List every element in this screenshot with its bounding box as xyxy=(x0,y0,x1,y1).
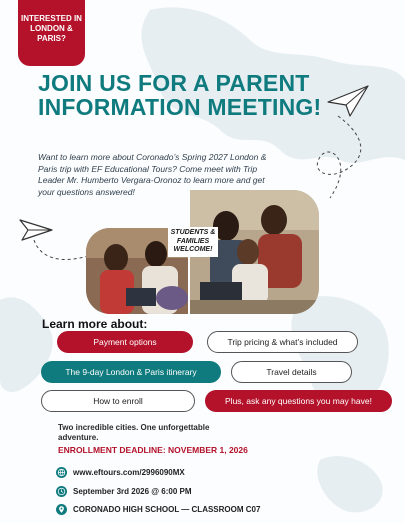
website-row xyxy=(56,466,185,479)
learn-more-heading: Learn more about: xyxy=(42,317,148,331)
website-link[interactable]: www.eftours.com/2996090MX xyxy=(73,468,185,477)
globe-icon xyxy=(56,467,67,478)
pill-ask-questions: Plus, ask any questions you may have! xyxy=(205,390,392,412)
clock-icon xyxy=(56,486,67,497)
flight-path-dashes xyxy=(300,112,380,202)
interest-tag xyxy=(18,0,85,66)
location-pin-icon xyxy=(56,504,67,515)
meeting-datetime: September 3rd 2026 @ 6:00 PM xyxy=(73,487,192,496)
pill-itinerary: The 9-day London & Paris itinerary xyxy=(41,361,221,383)
pill-travel-details: Travel details xyxy=(231,361,352,383)
datetime-row xyxy=(56,485,192,498)
slogan: Two incredible cities. One unforgettable adventure. xyxy=(58,423,210,442)
pill-trip-pricing: Trip pricing & what’s included xyxy=(207,331,358,353)
meeting-location: CORONADO HIGH SCHOOL — CLASSROOM C07 xyxy=(73,505,261,514)
enrollment-deadline: ENROLLMENT DEADLINE: NOVEMBER 1, 2026 xyxy=(58,445,248,455)
interest-tag-text: INTERESTED IN LONDON & PARIS? xyxy=(21,14,82,43)
intro-text: Want to learn more about Coronado’s Spring 2027 London & Paris trip with EF Educational Tours? Come meet with Trip Leader Mr. Humberto Vergara-Oronoz to learn more and get your questions answered! xyxy=(38,152,267,197)
location-row xyxy=(56,503,260,516)
headline: JOIN US FOR A PARENT INFORMATION MEETING! xyxy=(38,70,322,120)
pill-how-to-enroll: How to enroll xyxy=(41,390,195,412)
welcome-badge: STUDENTS & FAMILIES WELCOME! xyxy=(168,227,218,257)
pill-payment-options: Payment options xyxy=(57,331,193,353)
flight-path-dashes xyxy=(30,238,90,268)
